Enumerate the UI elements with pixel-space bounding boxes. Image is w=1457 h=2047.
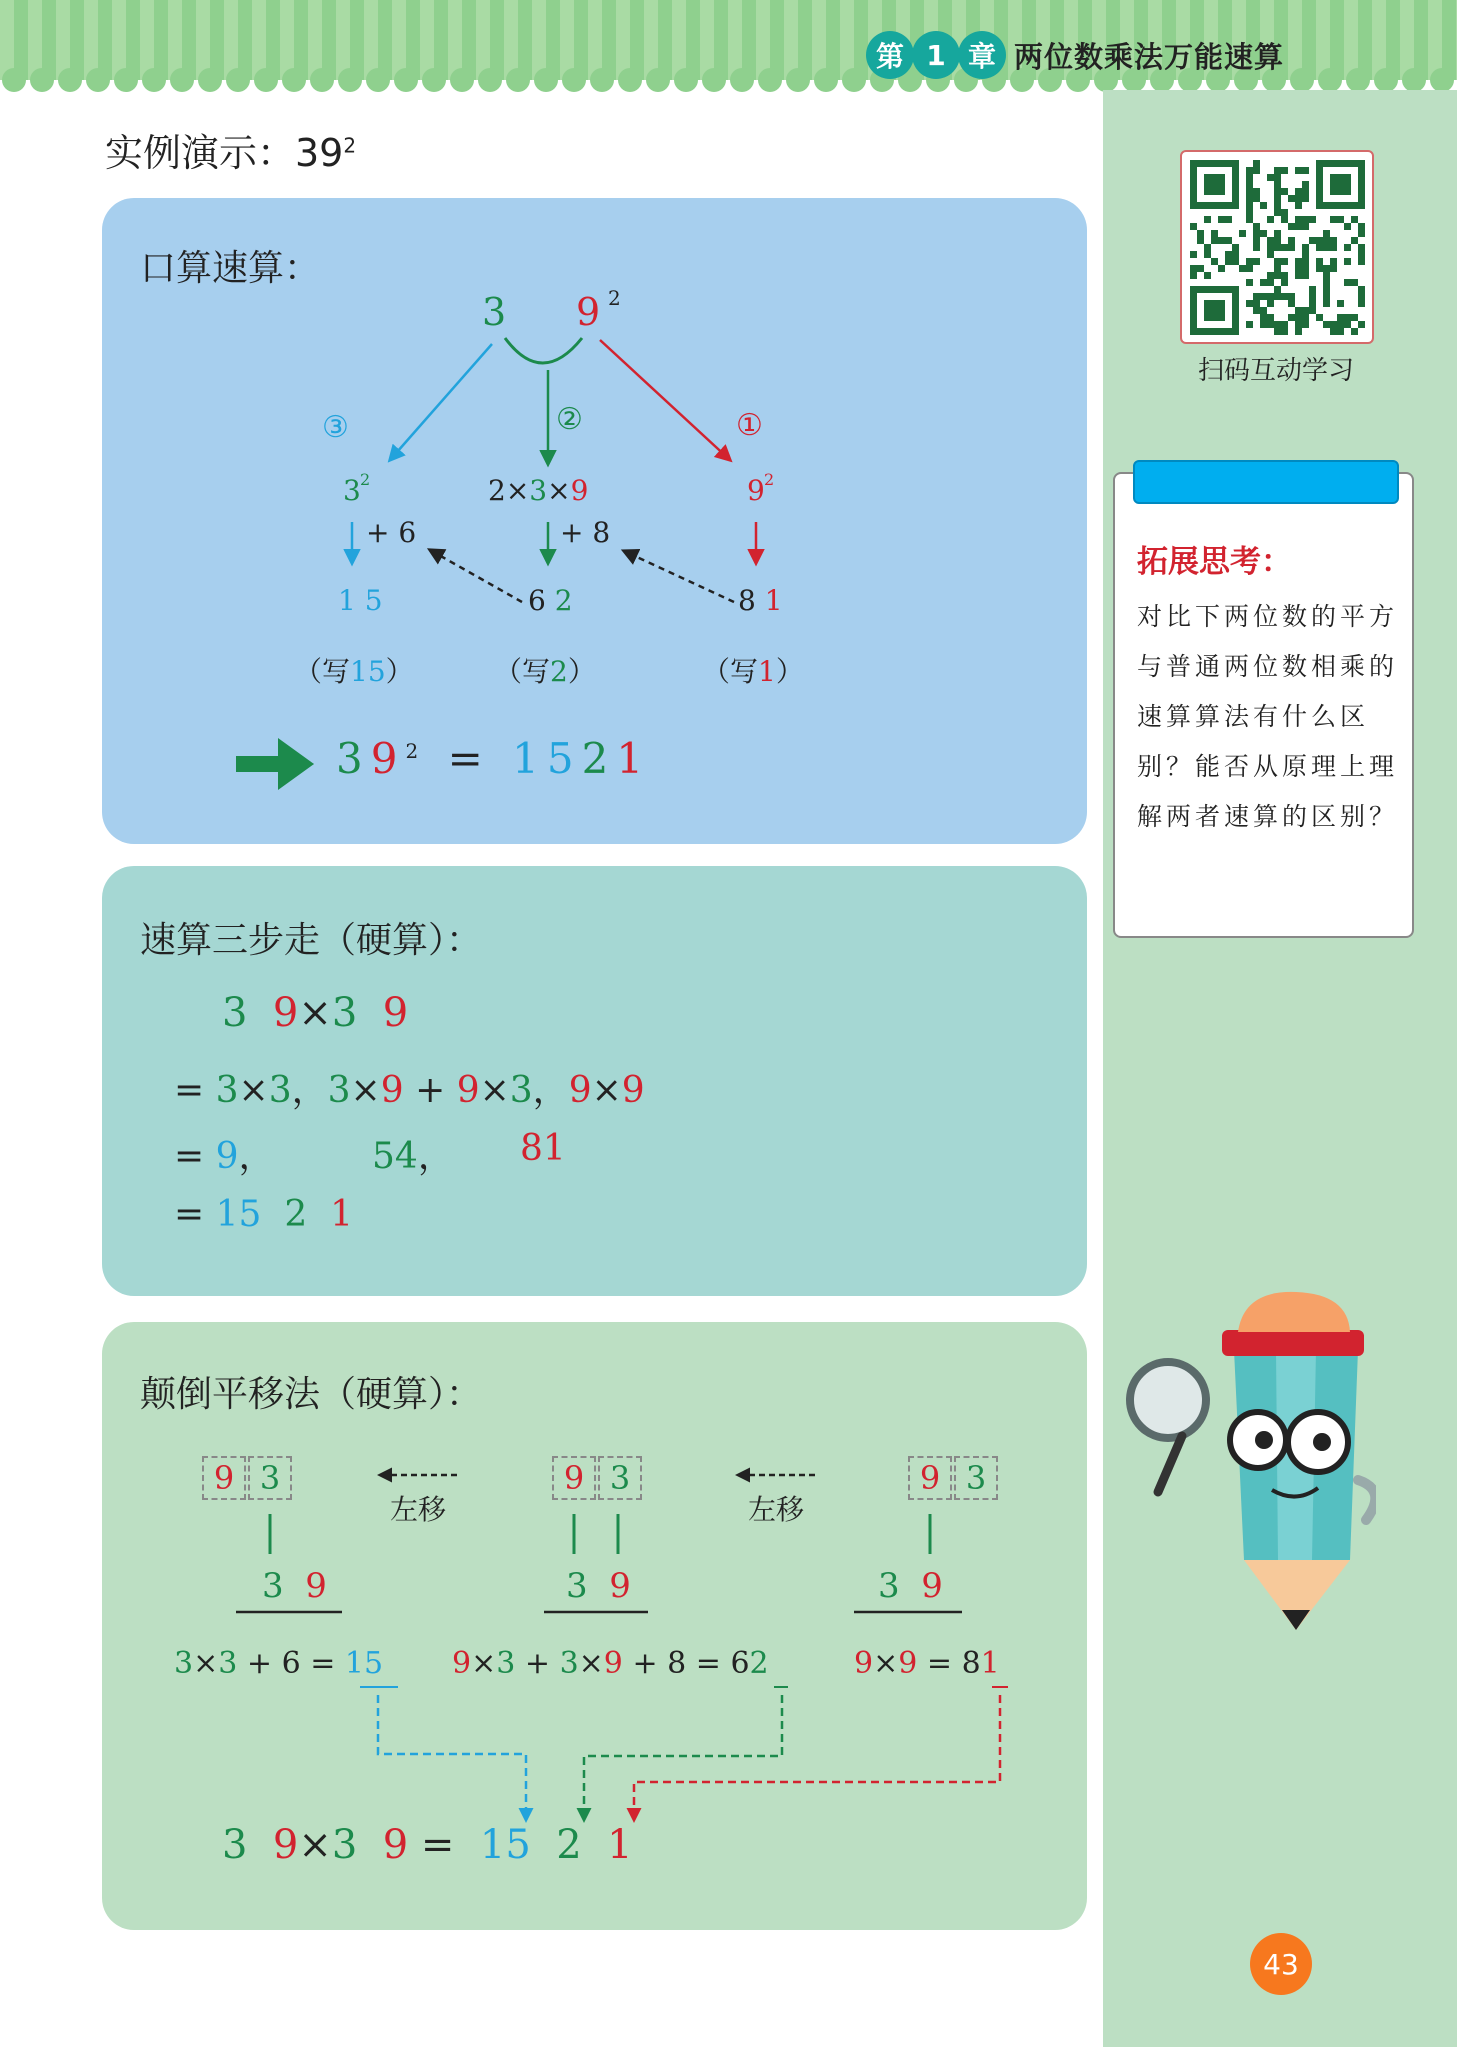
think-body: 对比下两位数的平方与普通两位数相乘的速算算法有什么区别？能否从原理上理解两者速算的区别？ — [1137, 602, 1399, 831]
panel-title: 颠倒平移法（硬算）： — [140, 1374, 483, 1415]
qr-code[interactable] — [1180, 150, 1374, 344]
note-mid: （写2） — [494, 655, 596, 688]
chapter-number: 1 — [912, 31, 960, 79]
page-title: 实例演示：$39^2$ — [105, 131, 357, 175]
final-equation: 3 9×3 9 = 15 2 1 — [222, 1822, 633, 1868]
line-3: = 9， — [174, 1136, 275, 1177]
base-39: 3 9 — [878, 1566, 943, 1606]
left-sup: 2 — [360, 470, 371, 489]
extended-thinking-box — [1113, 472, 1414, 938]
note-right: （写1） — [702, 655, 804, 688]
step-1-label: ① — [736, 408, 763, 443]
step-3-label: ③ — [322, 410, 349, 445]
final-result: $39^2 = 1521$ — [336, 734, 652, 783]
think-header-bar — [1133, 460, 1399, 504]
mid-product: 2×3×9 — [488, 474, 589, 507]
digit-3: 3 — [482, 290, 507, 334]
left-shift-label: 左移 — [390, 1493, 447, 1526]
equation-2: 9×3 + 3×9 + 8 = 62 — [452, 1646, 769, 1681]
mental-calc-panel — [102, 198, 1087, 844]
digit-box-3: 3 — [248, 1456, 292, 1500]
page-number: 43 — [1250, 1933, 1312, 1995]
right-base: 9 — [747, 474, 765, 507]
chapter-title: 两位数乘法万能速算 — [1014, 39, 1285, 74]
digit-box-9: 9 — [552, 1456, 596, 1500]
panel-title: 速算三步走（硬算）： — [140, 920, 483, 961]
digit-9: 9 — [576, 290, 601, 334]
result-left: 1 5 — [338, 584, 383, 617]
equation-1: 3×3 + 6 = 15 — [174, 1646, 384, 1681]
qr-caption: 扫码互动学习 — [1197, 356, 1354, 386]
step-2-label: ② — [556, 402, 583, 437]
result-mid: 6 2 — [528, 584, 573, 617]
plus-6: + 6 — [366, 516, 417, 549]
left-base: 3 — [343, 474, 361, 507]
line-4: = 15 2 1 — [174, 1194, 354, 1235]
pencil-mascot-icon — [1126, 1290, 1376, 1630]
exponent-2: 2 — [608, 286, 621, 310]
chapter-heading — [866, 30, 1284, 80]
plus-8: + 8 — [560, 516, 611, 549]
right-sup: 2 — [764, 470, 775, 489]
result-right: 8 1 — [738, 584, 783, 617]
line-3-mid: 54， — [372, 1136, 454, 1177]
line-1: 3 9×3 9 — [222, 990, 409, 1036]
panel-title: 口算速算： — [140, 248, 321, 289]
think-title: 拓展思考： — [1137, 544, 1292, 580]
base-39: 3 9 — [262, 1566, 327, 1606]
digit-box-3: 3 — [954, 1456, 998, 1500]
note-left: （写15） — [294, 655, 414, 688]
left-shift-label: 左移 — [748, 1493, 805, 1526]
base-39: 3 9 — [566, 1566, 631, 1606]
digit-box-3: 3 — [598, 1456, 642, 1500]
equation-3: 9×9 = 81 — [854, 1646, 1000, 1681]
digit-box-9: 9 — [908, 1456, 952, 1500]
line-3-right: 81 — [520, 1128, 566, 1169]
digit-box-9: 9 — [202, 1456, 246, 1500]
chapter-prefix: 第 — [866, 31, 914, 79]
chapter-suffix: 章 — [958, 31, 1006, 79]
line-2: = 3×3，3×9 + 9×3，9×9 — [174, 1070, 645, 1111]
flip-shift-panel — [102, 1322, 1087, 1930]
three-step-panel — [102, 866, 1087, 1296]
